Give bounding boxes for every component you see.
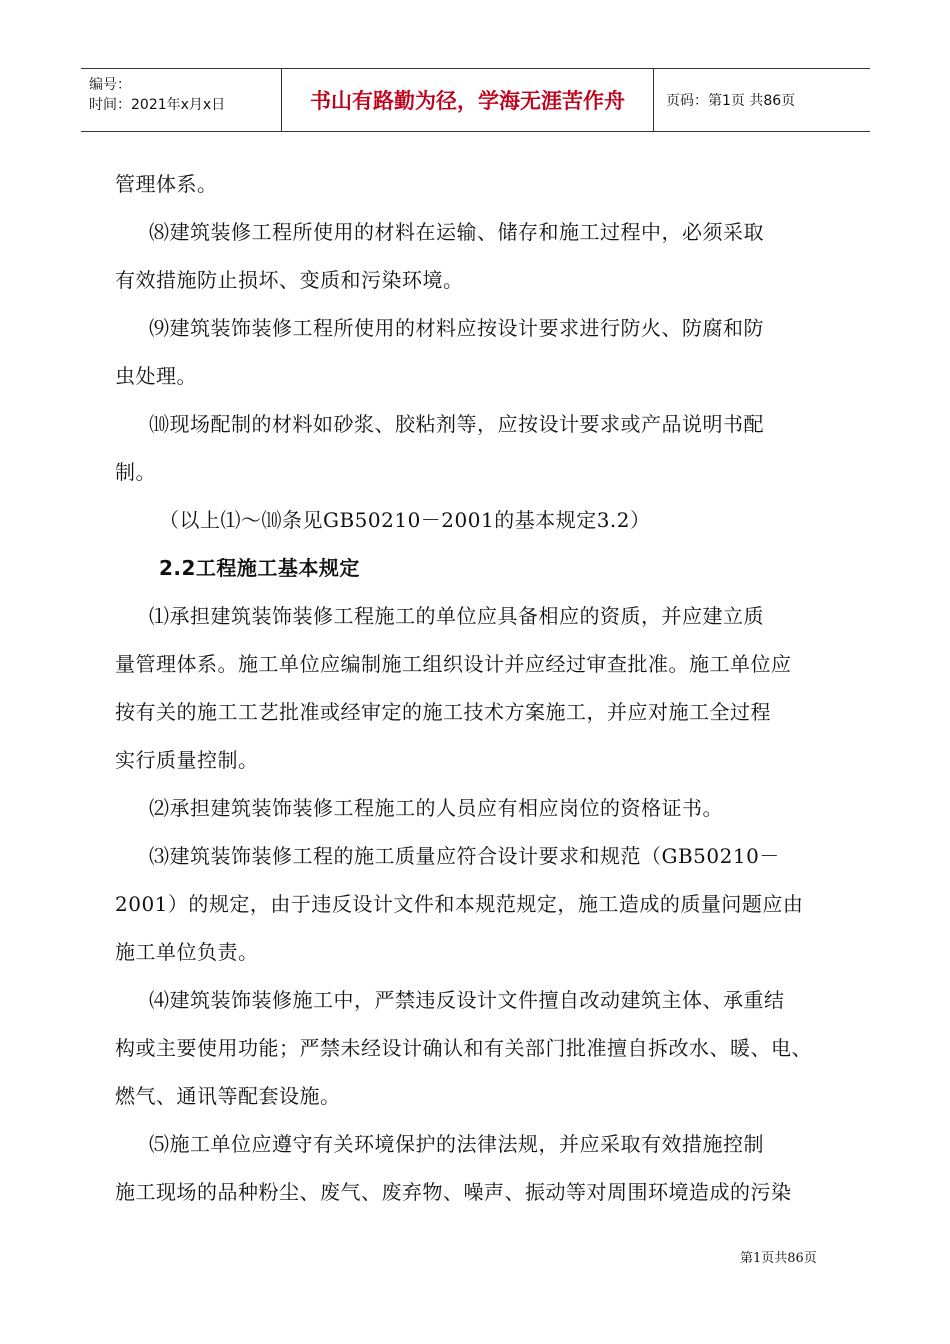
header-meta bbox=[81, 69, 282, 131]
page-footer: 第1页共86页 bbox=[740, 1251, 817, 1266]
text-line: ⑷建筑装饰装修施工中，严禁违反设计文件擅自改动建筑主体、承重结 bbox=[149, 988, 785, 1012]
text-line: （以上⑴～⑽条见GB50210－2001的基本规定3.2） bbox=[159, 508, 651, 532]
text-line: 管理体系。 bbox=[115, 172, 218, 196]
text-line: 制。 bbox=[115, 460, 156, 484]
text-line: ⑴承担建筑装饰装修工程施工的单位应具备相应的资质，并应建立质 bbox=[149, 604, 764, 628]
section-heading: 2.2工程施工基本规定 bbox=[159, 556, 360, 580]
text-line: ⑶建筑装饰装修工程的施工质量应符合设计要求和规范（GB50210－ bbox=[149, 844, 780, 868]
text-line: 有效措施防止损坏、变质和污染环境。 bbox=[115, 268, 464, 292]
text-line: 虫处理。 bbox=[115, 364, 197, 388]
text-line: 实行质量控制。 bbox=[115, 748, 259, 772]
header-page-info: 页码：第1页 共86页 bbox=[666, 93, 796, 109]
text-line: ⑸施工单位应遵守有关环境保护的法律法规，并应采取有效措施控制 bbox=[149, 1132, 764, 1156]
page-header bbox=[81, 68, 870, 132]
text-line: ⑻建筑装修工程所使用的材料在运输、储存和施工过程中，必须采取 bbox=[149, 220, 764, 244]
document-body bbox=[115, 160, 850, 1216]
text-line: 2001）的规定，由于违反设计文件和本规范规定，施工造成的质量问题应由 bbox=[115, 892, 804, 916]
text-line: 按有关的施工工艺批准或经审定的施工技术方案施工，并应对施工全过程 bbox=[115, 700, 771, 724]
text-line: 施工现场的品种粉尘、废气、废弃物、噪声、振动等对周围环境造成的污染 bbox=[115, 1180, 792, 1204]
text-line: 量管理体系。施工单位应编制施工组织设计并应经过审查批准。施工单位应 bbox=[115, 652, 792, 676]
text-line: 施工单位负责。 bbox=[115, 940, 259, 964]
text-line: 燃气、通讯等配套设施。 bbox=[115, 1084, 341, 1108]
text-line: ⑵承担建筑装饰装修工程施工的人员应有相应岗位的资格证书。 bbox=[149, 796, 723, 820]
text-line: 构或主要使用功能；严禁未经设计确认和有关部门批准擅自拆改水、暖、电、 bbox=[115, 1036, 812, 1060]
header-motto: 书山有路勤为径，学海无涯苦作舟 bbox=[282, 69, 654, 131]
text-line: ⑼建筑装饰装修工程所使用的材料应按设计要求进行防火、防腐和防 bbox=[149, 316, 764, 340]
time-label: 时间：2021年x月x日 bbox=[89, 97, 226, 113]
number-label: 编号： bbox=[89, 77, 131, 93]
text-line: ⑽现场配制的材料如砂浆、胶粘剂等，应按设计要求或产品说明书配 bbox=[149, 412, 764, 436]
